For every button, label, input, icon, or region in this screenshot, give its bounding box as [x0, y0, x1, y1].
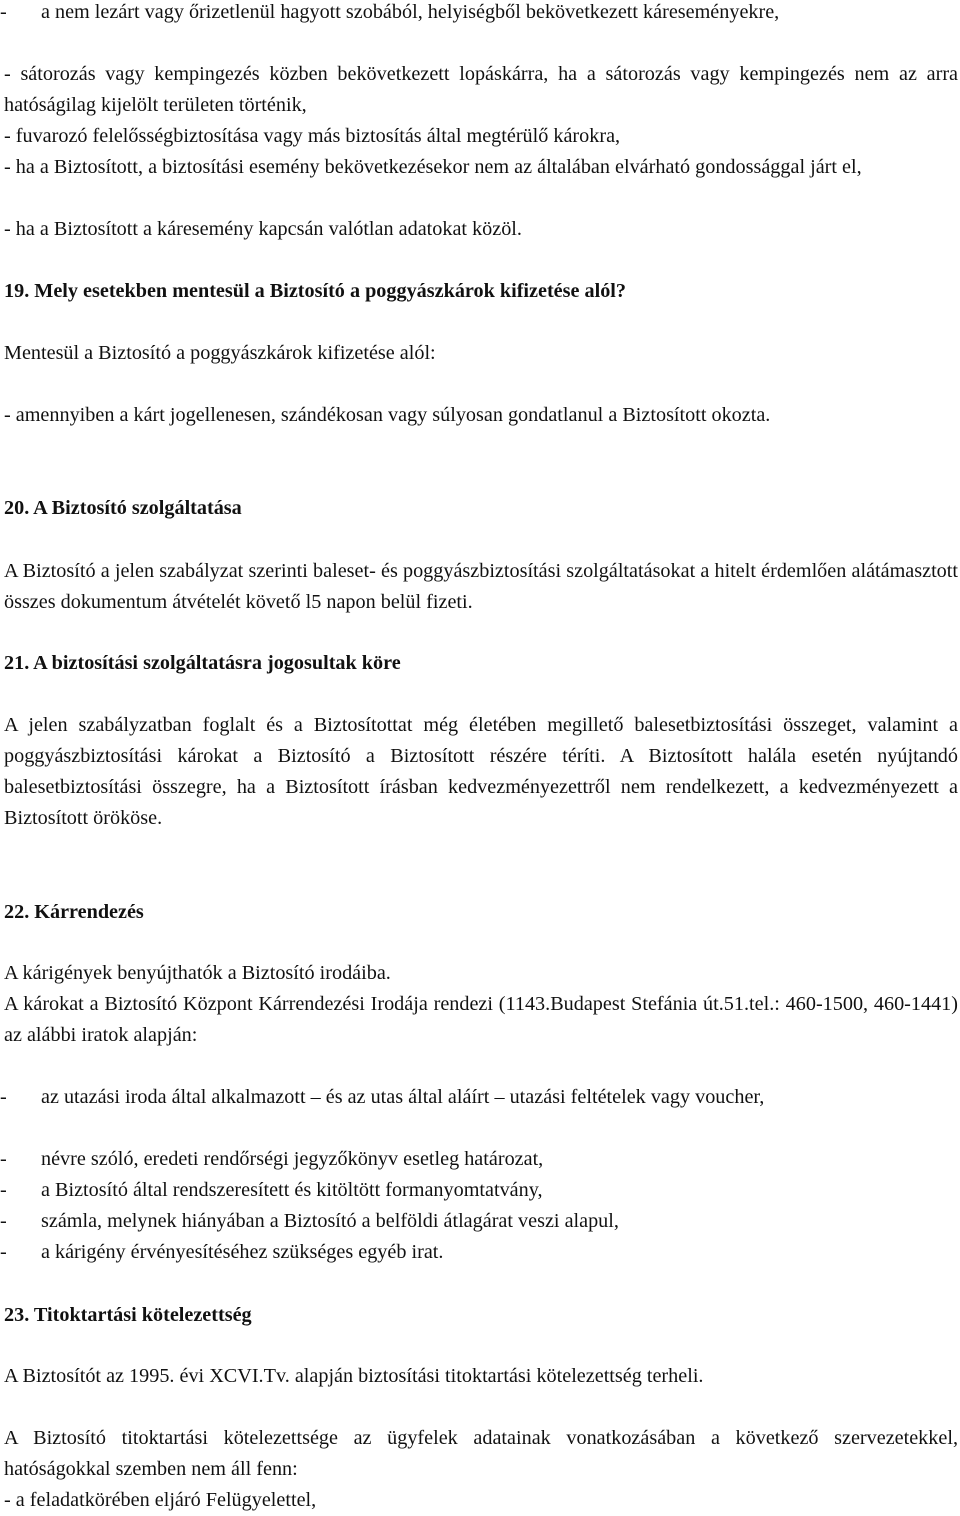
section-number: 21.	[4, 652, 30, 674]
list-item: - sátorozás vagy kempingezés közben bekövetkezett lopáskárra, ha a sátorozás vagy kempingezés nem az arra hatóságilag kijelölt területen történik,	[4, 63, 958, 116]
list-item: a kárigény érvényesítéséhez szükséges egyéb irat.	[41, 1241, 444, 1263]
section-number: 20.	[4, 497, 30, 519]
list-dash: -	[0, 1179, 7, 1201]
list-item: - amennyiben a kárt jogellenesen, szándékosan vagy súlyosan gondatlanul a Biztosított okozta.	[4, 404, 771, 426]
list-item: számla, melynek hiányában a Biztosító a belföldi átlagárat veszi alapul,	[41, 1210, 619, 1232]
paragraph: A Biztosítót az 1995. évi XCVI.Tv. alapján biztosítási titoktartási kötelezettség terheli.	[4, 1365, 704, 1387]
section-heading	[4, 648, 958, 679]
list-item: - ha a Biztosított, a biztosítási esemény bekövetkezésekor nem az általában elvárható gondossággal járt el,	[4, 156, 862, 178]
list-item: az utazási iroda által alkalmazott – és az utas által aláírt – utazási feltételek vagy voucher,	[41, 1086, 765, 1108]
section-heading	[4, 493, 958, 524]
section-title: A biztosítási szolgáltatásra jogosultak köre	[33, 652, 401, 674]
list-item: - ha a Biztosított a káresemény kapcsán valótlan adatokat közöl.	[4, 218, 522, 240]
paragraph: A Biztosító titoktartási kötelezettsége az ügyfelek adatainak vonatkozásában a következő szervezetekkel, hatóságokkal szemben nem áll fenn:	[4, 1427, 958, 1480]
list-dash: -	[0, 1241, 7, 1263]
list-dash: -	[0, 1148, 7, 1170]
paragraph: A jelen szabályzatban foglalt és a Biztosítottat még életében megillető balesetbiztosítási összeget, valamint a poggyászbiztosítási károkat a Biztosító a Biztosított részére téríti. A Biztosított halála esetén nyújtandó balesetbiztosítási összegre, ha a Biztosított írásban kedvezményezettről nem rendelkezett, a kedvezményezett a Biztosított örököse.	[4, 714, 958, 829]
paragraph: A Biztosító a jelen szabályzat szerinti baleset- és poggyászbiztosítási szolgáltatásokat a hitelt érdemlően alátámasztott összes dokumentum átvételét követő l5 napon belül fizeti.	[4, 560, 958, 613]
list-item: a nem lezárt vagy őrizetlenül hagyott szobából, helyiségből bekövetkezett káreseményekre,	[41, 1, 780, 23]
list-item: - a feladatkörében eljáró Felügyelettel,	[4, 1489, 317, 1511]
list-dash: -	[0, 1210, 7, 1232]
section-heading: 19. Mely esetekben mentesül a Biztosító a poggyászkárok kifizetése alól?	[4, 280, 627, 302]
section-number: 22.	[4, 901, 30, 923]
section-title: Kárrendezés	[34, 901, 144, 923]
paragraph: A kárigények benyújthatók a Biztosító irodáiba.	[4, 962, 391, 984]
section-title: Titoktartási kötelezettség	[33, 1304, 252, 1326]
list-item: a Biztosító által rendszeresített és kitöltött formanyomtatvány,	[41, 1179, 543, 1201]
list-dash: -	[0, 1086, 7, 1108]
section-heading	[4, 1300, 958, 1331]
section-heading	[4, 897, 958, 928]
list-item: névre szóló, eredeti rendőrségi jegyzőkönyv esetleg határozat,	[41, 1148, 544, 1170]
section-title: A Biztosító szolgáltatása	[33, 497, 242, 519]
list-item: - fuvarozó felelősségbiztosítása vagy más biztosítás által megtérülő károkra,	[4, 125, 621, 147]
paragraph: A károkat a Biztosító Központ Kárrendezési Irodája rendezi (1143.Budapest Stefánia út.51.tel.: 460-1500, 460-1441) az alábbi iratok alapján:	[4, 993, 958, 1046]
paragraph: Mentesül a Biztosító a poggyászkárok kifizetése alól:	[4, 342, 436, 364]
list-dash: -	[0, 1, 7, 23]
section-number: 23.	[4, 1304, 30, 1326]
